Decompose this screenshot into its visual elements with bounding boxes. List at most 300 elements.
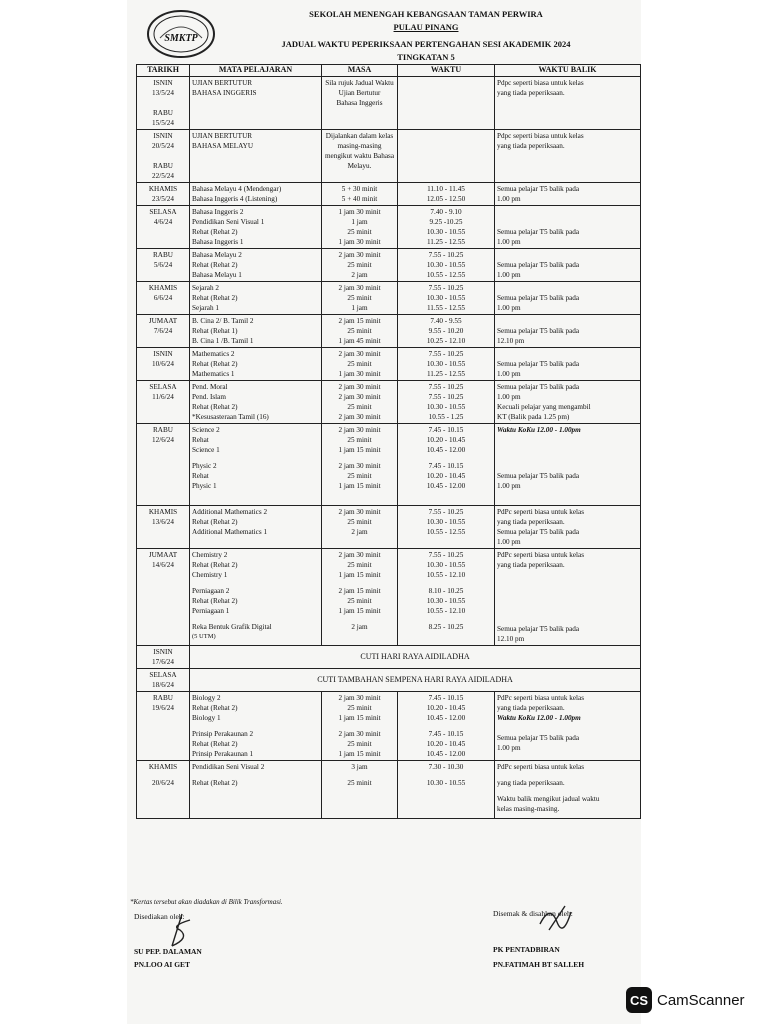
date-line: 5/6/24	[153, 261, 173, 269]
table-header-row	[137, 65, 641, 77]
dismissal-line: Kecuali pelajar yang mengambil	[497, 403, 591, 411]
duration-line: 2 jam 15 minit	[338, 317, 381, 325]
duration-line: 2 jam	[351, 623, 368, 631]
dismissal-cell	[495, 549, 641, 646]
date-text: 19/6/24	[152, 704, 174, 712]
date-cell	[137, 282, 190, 315]
time-cell	[398, 761, 495, 819]
date-line: RABU	[153, 162, 173, 170]
koku-note: Waktu KoKu 12.00 - 1.00pm	[497, 714, 581, 722]
subject-line: Perniagaan 1	[192, 607, 230, 615]
table-row	[137, 315, 641, 348]
table-row	[137, 282, 641, 315]
duration-line: 25 minit	[347, 704, 372, 712]
subject-line: Pend. Islam	[192, 393, 226, 401]
duration-line: 25 minit	[347, 403, 372, 411]
subject-line: BAHASA INGGERIS	[192, 89, 257, 97]
subject-line: Bahasa Melayu 1	[192, 271, 242, 279]
time-cell	[398, 206, 495, 249]
dismissal-line: PdPc seperti biasa untuk kelas	[497, 694, 585, 702]
dismissal-line: 1.00 pm	[497, 370, 521, 378]
dismissal-line: 1.00 pm	[497, 744, 521, 752]
date-line: 13/5/24	[152, 89, 174, 97]
dismissal-line: 1.00 pm	[497, 195, 521, 203]
subject-line: Reka Bentuk Grafik Digital	[192, 623, 272, 631]
col-header-time: WAKTU	[398, 65, 495, 77]
subject-cell	[190, 183, 322, 206]
duration-line: 25 minit	[347, 360, 372, 368]
duration-line: 2 jam 30 minit	[338, 383, 381, 391]
subject-line: B. Cina 1 /B. Tamil 1	[192, 337, 254, 345]
duration-cell	[322, 282, 398, 315]
approved-by-label: Disemak & disahkan oleh:	[493, 909, 573, 918]
date-text: 12/6/24	[152, 436, 174, 444]
date-line: 20/5/24	[152, 142, 174, 150]
dismissal-line: yang tiada peperiksaan.	[497, 518, 565, 526]
subject-cell	[190, 282, 322, 315]
duration-line: 2 jam	[351, 528, 368, 536]
dismissal-cell	[495, 692, 641, 761]
duration-line: 2 jam 30 minit	[338, 393, 381, 401]
dismissal-line	[497, 316, 638, 326]
subject-line: Chemistry 1	[192, 571, 228, 579]
date-cell	[137, 761, 190, 819]
dismissal-line: Semua pelajar T5 balik pada	[497, 261, 580, 269]
dismissal-line: 1.00 pm	[497, 482, 521, 490]
school-name: SEKOLAH MENENGAH KEBANGSAAN TAMAN PERWIRA	[309, 9, 543, 19]
duration-line: 1 jam 30 minit	[338, 370, 381, 378]
date-line: 6/6/24	[153, 294, 173, 302]
col-header-date: TARIKH	[137, 65, 190, 77]
table-row	[137, 424, 641, 506]
duration-line: Bahasa Inggeris	[336, 99, 383, 107]
dismissal-line: Pdpc seperti biasa untuk kelas	[497, 132, 584, 140]
dismissal-cell	[495, 506, 641, 549]
date-line: KHAMIS	[148, 185, 178, 193]
time-line: 10.55 - 12.55	[426, 528, 466, 536]
duration-line: Dijalankan dalam kelas masing-masing	[325, 132, 394, 150]
duration-line: 1 jam 15 minit	[338, 714, 381, 722]
table-row	[137, 348, 641, 381]
dismissal-line: PdPc seperti biasa untuk kelas	[497, 551, 585, 559]
day-text: RABU	[153, 694, 173, 702]
time-line: 10.25 - 12.10	[426, 337, 466, 345]
dismissal-line: Semua pelajar T5 balik pada	[497, 294, 580, 302]
table-row	[137, 206, 641, 249]
subject-line: Rehat (Rehat 2)	[192, 704, 238, 712]
time-line: 10.30 - 10.55	[426, 294, 466, 302]
date-cell	[137, 183, 190, 206]
date-cell	[137, 646, 190, 669]
time-line: 7.45 - 10.15	[428, 694, 464, 702]
time-line: 10.30 - 10.55	[426, 360, 466, 368]
time-line: 10.20 - 10.45	[426, 740, 466, 748]
duration-cell	[322, 424, 398, 506]
duration-line: 2 jam 30 minit	[338, 462, 381, 470]
subject-line: Prinsip Perakaunan 1	[192, 750, 254, 758]
time-line: 7.40 - 9.10	[430, 208, 462, 216]
duration-line: 25 minit	[347, 518, 372, 526]
subject-line: Bahasa Inggeris 4 (Listening)	[192, 195, 278, 203]
footnote: *Kertas tersebut akan diadakan di Bilik Transformasi.	[130, 898, 283, 906]
duration-line: 2 jam 30 minit	[338, 413, 381, 421]
prepared-by-label: Disediakan oleh:	[134, 912, 185, 921]
date-cell	[137, 381, 190, 424]
col-header-subject: MATA PELAJARAN	[190, 65, 322, 77]
dismissal-line: Semua pelajar T5 balik pada	[497, 625, 580, 633]
time-line: 11.10 - 11.45	[427, 185, 465, 193]
day-text: RABU	[153, 426, 173, 434]
time-line: 7.55 - 10.25	[428, 383, 464, 391]
date-cell	[137, 348, 190, 381]
subject-line: Rehat (Rehat 2)	[192, 597, 238, 605]
date-line: JUMAAT	[148, 317, 178, 325]
time-line: 10.55 - 12.55	[426, 271, 466, 279]
day-text: JUMAAT	[148, 551, 178, 559]
holiday-row	[137, 646, 641, 669]
date-text: 14/6/24	[152, 561, 174, 569]
subject-line: Sejarah 2	[192, 284, 219, 292]
time-line: 10.45 - 12.00	[426, 446, 466, 454]
date-cell	[137, 206, 190, 249]
subject-line: B. Cina 2/ B. Tamil 2	[192, 317, 254, 325]
dismissal-line: Waktu balik mengikut jadual waktu	[497, 795, 600, 803]
dismissal-line	[497, 250, 638, 260]
time-cell	[398, 549, 495, 646]
table-row	[137, 761, 641, 819]
dismissal-line: 1.00 pm	[497, 271, 521, 279]
duration-line: 25 minit	[347, 327, 372, 335]
subject-line: Science 2	[192, 426, 220, 434]
duration-line: 1 jam	[351, 218, 368, 226]
dismissal-line: Semua pelajar T5 balik pada	[497, 185, 580, 193]
subject-line: Prinsip Perakaunan 2	[192, 730, 254, 738]
date-line: 7/6/24	[153, 327, 173, 335]
subject-line: Rehat (Rehat 2)	[192, 261, 238, 269]
dismissal-cell	[495, 315, 641, 348]
subject-line: UJIAN BERTUTUR	[192, 79, 253, 87]
dismissal-line	[497, 217, 638, 227]
subject-line: Bahasa Inggeris 1	[192, 238, 244, 246]
table-row	[137, 130, 641, 183]
time-line: 10.30 - 10.55	[426, 403, 466, 411]
duration-cell	[322, 315, 398, 348]
subject-cell	[190, 249, 322, 282]
time-cell	[398, 183, 495, 206]
dismissal-line: PdPc seperti biasa untuk kelas	[497, 508, 585, 516]
time-line: 10.30 - 10.55	[426, 597, 466, 605]
table-row	[137, 506, 641, 549]
duration-line: 2 jam 30 minit	[338, 730, 381, 738]
subject-line: Bahasa Inggeris 2	[192, 208, 244, 216]
dismissal-line: yang tiada peperiksaan.	[497, 89, 565, 97]
table-row	[137, 77, 641, 130]
subject-cell	[190, 506, 322, 549]
duration-line: mengikut waktu Bahasa Melayu.	[324, 152, 395, 170]
form-level: TINGKATAN 5	[397, 52, 455, 62]
duration-line: 2 jam 30 minit	[338, 284, 381, 292]
time-line: 7.45 - 10.15	[428, 462, 464, 470]
school-state: PULAU PINANG	[393, 22, 459, 32]
time-cell	[398, 506, 495, 549]
camscanner-icon: CS	[626, 987, 652, 1013]
date-line: 4/6/24	[153, 218, 173, 226]
table-row	[137, 381, 641, 424]
dismissal-cell	[495, 183, 641, 206]
duration-line: 25 minit	[347, 294, 372, 302]
duration-line: 1 jam	[351, 304, 368, 312]
subject-line: Bahasa Melayu 4 (Mendengar)	[192, 185, 282, 193]
dismissal-line: yang tiada peperiksaan.	[497, 704, 565, 712]
date-text: 17/6/24	[152, 658, 174, 666]
subject-line: Pendidikan Seni Visual 1	[192, 218, 265, 226]
duration-line: 2 jam 30 minit	[338, 426, 381, 434]
duration-line: 5 + 40 minit	[341, 195, 378, 203]
dismissal-line: 1.00 pm	[497, 538, 521, 546]
subject-cell	[190, 761, 322, 819]
subject-line: Rehat (Rehat 2)	[192, 294, 238, 302]
signature-right	[535, 902, 575, 942]
dismissal-line	[497, 283, 638, 293]
duration-line: 1 jam 15 minit	[338, 482, 381, 490]
holiday-label: CUTI HARI RAYA AIDILADHA	[190, 646, 641, 669]
holiday-row	[137, 669, 641, 692]
duration-cell	[322, 506, 398, 549]
dismissal-line: 1.00 pm	[497, 393, 521, 401]
duration-cell	[322, 381, 398, 424]
time-line: 9.55 - 10.20	[428, 327, 464, 335]
subject-line: UJIAN BERTUTUR	[192, 132, 253, 140]
time-line: 7.30 - 10.30	[428, 763, 464, 771]
duration-line: 25 minit	[347, 779, 372, 787]
duration-cell	[322, 130, 398, 183]
subject-cell	[190, 348, 322, 381]
dismissal-line: kelas masing-masing.	[497, 805, 560, 813]
time-line: 10.55 - 1.25	[428, 413, 464, 421]
subject-line: Rehat (Rehat 2)	[192, 403, 238, 411]
subject-line: Rehat (Rehat 2)	[192, 228, 238, 236]
subject-cell	[190, 692, 322, 761]
date-cell	[137, 506, 190, 549]
duration-line: 25 minit	[347, 597, 372, 605]
table-row	[137, 549, 641, 646]
time-cell	[398, 692, 495, 761]
subject-cell	[190, 77, 322, 130]
duration-line: 25 minit	[347, 436, 372, 444]
time-line: 10.45 - 12.00	[426, 750, 466, 758]
day-text: KHAMIS	[148, 508, 178, 516]
subject-line: Mathematics 1	[192, 370, 235, 378]
subject-line: Rehat (Rehat 2)	[192, 779, 238, 787]
duration-line: 1 jam 30 minit	[338, 238, 381, 246]
subject-line: Rehat	[192, 436, 209, 444]
col-header-duration: MASA	[322, 65, 398, 77]
duration-line: 2 jam 30 minit	[338, 551, 381, 559]
date-line: 23/5/24	[152, 195, 174, 203]
exam-timetable	[136, 64, 641, 819]
table-row	[137, 249, 641, 282]
date-line: 11/6/24	[152, 393, 174, 401]
date-line: RABU	[153, 251, 173, 259]
subject-line: Chemistry 2	[192, 551, 228, 559]
date-text: 20/6/24	[152, 779, 174, 787]
time-line: 10.30 - 10.55	[426, 261, 466, 269]
date-cell	[137, 424, 190, 506]
dismissal-line: Semua pelajar T5 balik pada	[497, 383, 580, 391]
day-text: SELASA	[149, 671, 177, 679]
duration-line: 1 jam 15 minit	[338, 571, 381, 579]
signature-left	[160, 912, 200, 948]
duration-cell	[322, 692, 398, 761]
date-text: 18/6/24	[152, 681, 174, 689]
time-line: 12.05 - 12.50	[426, 195, 466, 203]
time-line: 7.45 - 10.15	[428, 426, 464, 434]
table-row	[137, 692, 641, 761]
duration-cell	[322, 183, 398, 206]
time-cell	[398, 348, 495, 381]
duration-line: 1 jam 45 minit	[338, 337, 381, 345]
duration-line: 1 jam 30 minit	[338, 208, 381, 216]
time-line: 10.30 - 10.55	[426, 779, 466, 787]
date-cell	[137, 77, 190, 130]
time-line: 8.10 - 10.25	[428, 587, 464, 595]
subject-line: Physic 1	[192, 482, 217, 490]
dismissal-cell	[495, 761, 641, 819]
subject-line: Rehat (Rehat 2)	[192, 740, 238, 748]
date-line: RABU	[153, 109, 173, 117]
school-logo	[146, 8, 216, 60]
date-line	[139, 98, 187, 108]
dismissal-line: Semua pelajar T5 balik pada	[497, 327, 580, 335]
subject-line: Rehat (Rehat 1)	[192, 327, 238, 335]
duration-cell	[322, 249, 398, 282]
approved-by-title: PK PENTADBIRAN	[493, 945, 560, 954]
duration-line: 25 minit	[347, 740, 372, 748]
date-line	[139, 151, 187, 161]
dismissal-line: yang tiada peperiksaan.	[497, 779, 565, 787]
day-text: ISNIN	[153, 648, 173, 656]
dismissal-cell	[495, 130, 641, 183]
time-cell	[398, 130, 495, 183]
dismissal-line	[497, 349, 638, 359]
dismissal-line: yang tiada peperiksaan.	[497, 142, 565, 150]
duration-line: 25 minit	[347, 561, 372, 569]
subject-line: Sejarah 1	[192, 304, 219, 312]
date-line: SELASA	[149, 383, 177, 391]
date-line: ISNIN	[153, 350, 173, 358]
date-line: KHAMIS	[148, 284, 178, 292]
dismissal-line: Pdpc seperti biasa untuk kelas	[497, 79, 584, 87]
time-cell	[398, 315, 495, 348]
time-line: 7.40 - 9.55	[430, 317, 462, 325]
subject-cell	[190, 315, 322, 348]
time-line: 7.55 - 10.25	[428, 284, 464, 292]
dismissal-line: Semua pelajar T5 balik pada	[497, 228, 580, 236]
time-cell	[398, 282, 495, 315]
camscanner-text: CamScanner	[657, 991, 745, 1009]
subject-line: Pendidikan Seni Visual 2	[192, 763, 265, 771]
time-line: 11.25 - 12.55	[426, 370, 466, 378]
time-line: 10.30 - 10.55	[426, 518, 466, 526]
duration-line: 3 jam	[351, 763, 368, 771]
time-line: 7.55 - 10.25	[428, 251, 464, 259]
time-line: 10.45 - 12.00	[426, 714, 466, 722]
approved-by-name: PN.FATIMAH BT SALLEH	[493, 960, 585, 969]
dismissal-line	[497, 207, 638, 217]
duration-line: 2 jam 30 minit	[338, 251, 381, 259]
subject-line: Rehat (Rehat 2)	[192, 518, 238, 526]
dismissal-line: 1.00 pm	[497, 238, 521, 246]
dismissal-line: Semua pelajar T5 balik pada	[497, 528, 580, 536]
time-line: 10.55 - 12.10	[426, 607, 466, 615]
dismissal-cell	[495, 424, 641, 506]
subject-line: BAHASA MELAYU	[192, 142, 254, 150]
duration-line: 2 jam 15 minit	[338, 587, 381, 595]
dismissal-line: Semua pelajar T5 balik pada	[497, 360, 580, 368]
date-cell	[137, 130, 190, 183]
time-line: 11.25 - 12.55	[426, 238, 466, 246]
date-line: 22/5/24	[152, 172, 174, 180]
day-text: KHAMIS	[148, 763, 178, 771]
subject-line: (5 UTM)	[192, 633, 216, 640]
time-cell	[398, 249, 495, 282]
time-line: 8.25 - 10.25	[428, 623, 464, 631]
subject-line: Bahasa Melayu 2	[192, 251, 242, 259]
time-line: 9.25 -10.25	[429, 218, 463, 226]
subject-cell	[190, 381, 322, 424]
subject-line: Physic 2	[192, 462, 217, 470]
dismissal-cell	[495, 206, 641, 249]
dismissal-line: KT (Balik pada 1.25 pm)	[497, 413, 570, 421]
duration-line: 2 jam 30 minit	[338, 694, 381, 702]
duration-line: 25 minit	[347, 261, 372, 269]
camscanner-watermark	[626, 986, 764, 1014]
subject-line: Additional Mathematics 2	[192, 508, 268, 516]
duration-cell	[322, 761, 398, 819]
koku-note: Waktu KoKu 12.00 - 1.00pm	[497, 426, 581, 434]
subject-line: Pend. Moral	[192, 383, 228, 391]
duration-cell	[322, 206, 398, 249]
subject-line: *Kesusasteraan Tamil (16)	[192, 413, 269, 421]
time-line: 11.55 - 12.55	[426, 304, 466, 312]
subject-line: Biology 2	[192, 694, 221, 702]
time-line: 10.30 - 10.55	[426, 228, 466, 236]
table-row	[137, 183, 641, 206]
duration-line: 5 + 30 minit	[341, 185, 378, 193]
subject-cell	[190, 549, 322, 646]
subject-line: Additional Mathematics 1	[192, 528, 268, 536]
subject-line: Rehat	[192, 472, 209, 480]
subject-line: Biology 1	[192, 714, 221, 722]
subject-cell	[190, 424, 322, 506]
duration-line: 2 jam 30 minit	[338, 508, 381, 516]
dismissal-cell	[495, 77, 641, 130]
dismissal-line: Semua pelajar T5 balik pada	[497, 472, 580, 480]
time-line: 10.20 - 10.45	[426, 704, 466, 712]
dismissal-line: PdPc seperti biasa untuk kelas	[497, 763, 585, 771]
subject-cell	[190, 130, 322, 183]
subject-line: Perniagaan 2	[192, 587, 230, 595]
school-logo-text: SMKTP	[164, 33, 198, 44]
dismissal-line: yang tiada peperiksaan.	[497, 561, 565, 569]
time-line: 10.30 - 10.55	[426, 561, 466, 569]
time-line: 10.20 - 10.45	[426, 472, 466, 480]
time-cell	[398, 77, 495, 130]
time-line: 7.55 - 10.25	[428, 393, 464, 401]
subject-cell	[190, 206, 322, 249]
subject-line: Mathematics 2	[192, 350, 235, 358]
duration-line: Sila rujuk Jadual Waktu Ujian Bertutur	[325, 79, 394, 97]
